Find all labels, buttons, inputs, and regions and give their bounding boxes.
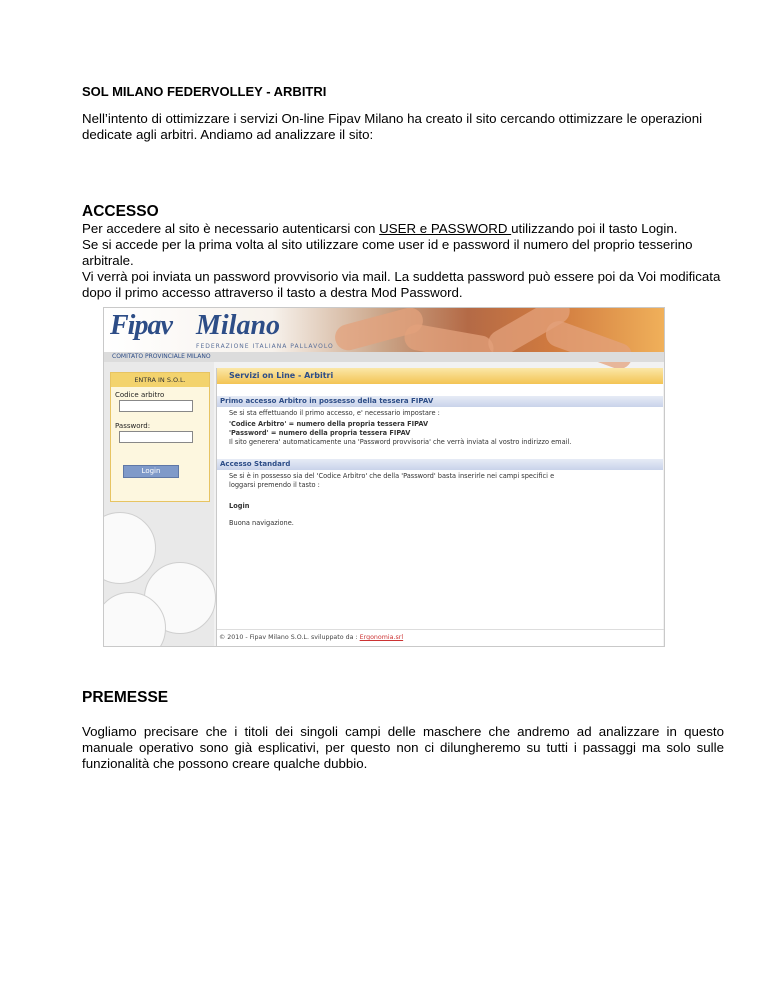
login-button[interactable]: Login [123, 465, 179, 478]
login-header: ENTRA IN S.O.L. [111, 373, 209, 387]
footer-link[interactable]: Ergonomia.srl [359, 634, 404, 641]
codice-input[interactable] [119, 400, 193, 412]
accesso-line-1: Per accedere al sito è necessario autenticarsi con USER e PASSWORD utilizzando poi il tasto Login. [82, 221, 678, 236]
premesse-heading: PREMESSE [82, 689, 169, 706]
logo-fipav: Fipav [110, 310, 172, 341]
codice-label: Codice arbitro [115, 391, 165, 399]
premesse-paragraph: Vogliamo precisare che i titoli dei singoli campi delle maschere che andremo ad analizzare in questo manuale operativo sono già esplicativi, per questo non ci dilungheremo su tutti i passaggi ma solo sulle funzionalità che possono creare qualche dubbio. [82, 724, 724, 771]
intro-paragraph: Nell’intento di ottimizzare i servizi On-line Fipav Milano ha creato il sito cercando ottimizzare le operazioni dedicate agli arbitri. Andiamo ad analizzare il sito: [82, 111, 703, 142]
main-panel [216, 368, 663, 646]
section-accesso-standard: Accesso Standard [217, 459, 663, 470]
section-primo-accesso: Primo accesso Arbitro in possesso della tessera FIPAV [217, 396, 663, 407]
password-input[interactable] [119, 431, 193, 443]
main-header: Servizi on Line - Arbitri [217, 368, 663, 384]
accesso-line-3: Vi verrà poi inviata un password provvisorio via mail. La suddetta password può essere poi da Voi modificata dopo il primo accesso attraverso il tasto a destra Mod Password. [82, 269, 721, 300]
password-label: Password: [115, 422, 151, 430]
login-box [110, 372, 210, 502]
accesso-heading: ACCESSO [82, 203, 159, 220]
comitato-bar: COMITATO PROVINCIALE MILANO [104, 352, 664, 362]
sec2-login: Login [229, 502, 250, 510]
sec1-line-4: Il sito generera' automaticamente una 'Password provvisoria' che verrà inviata al vostro indirizzo email. [229, 438, 572, 446]
site-banner [104, 308, 664, 362]
document-title: SOL MILANO FEDERVOLLEY - ARBITRI [82, 84, 327, 99]
sec1-line-1: Se si sta effettuando il primo accesso, e' necessario impostare : [229, 409, 440, 417]
federazione-text: FEDERAZIONE ITALIANA PALLAVOLO [196, 343, 334, 350]
user-password-link: USER e PASSWORD [379, 221, 512, 236]
sec2-bye: Buona navigazione. [229, 519, 294, 527]
logo-milano: Milano [196, 310, 281, 341]
sec1-line-3: 'Password' = numero della propria tessera FIPAV [229, 429, 411, 437]
sec2-line-1: Se si è in possesso sia del 'Codice Arbitro' che della 'Password' basta inserirle nei campi specifici e [229, 472, 555, 480]
left-column [104, 362, 214, 646]
accesso-paragraph [82, 221, 722, 301]
footer-text: © 2010 - Fipav Milano S.O.L. sviluppato da : [219, 634, 358, 641]
site-screenshot [103, 307, 665, 647]
sec1-line-2: 'Codice Arbitro' = numero della propria tessera FIPAV [229, 420, 429, 428]
sec2-line-2: loggarsi premendo il tasto : [229, 481, 320, 489]
accesso-line-2: Se si accede per la prima volta al sito utilizzare come user id e password il numero del proprio tesserino arbitrale. [82, 237, 693, 268]
site-footer [217, 629, 665, 646]
